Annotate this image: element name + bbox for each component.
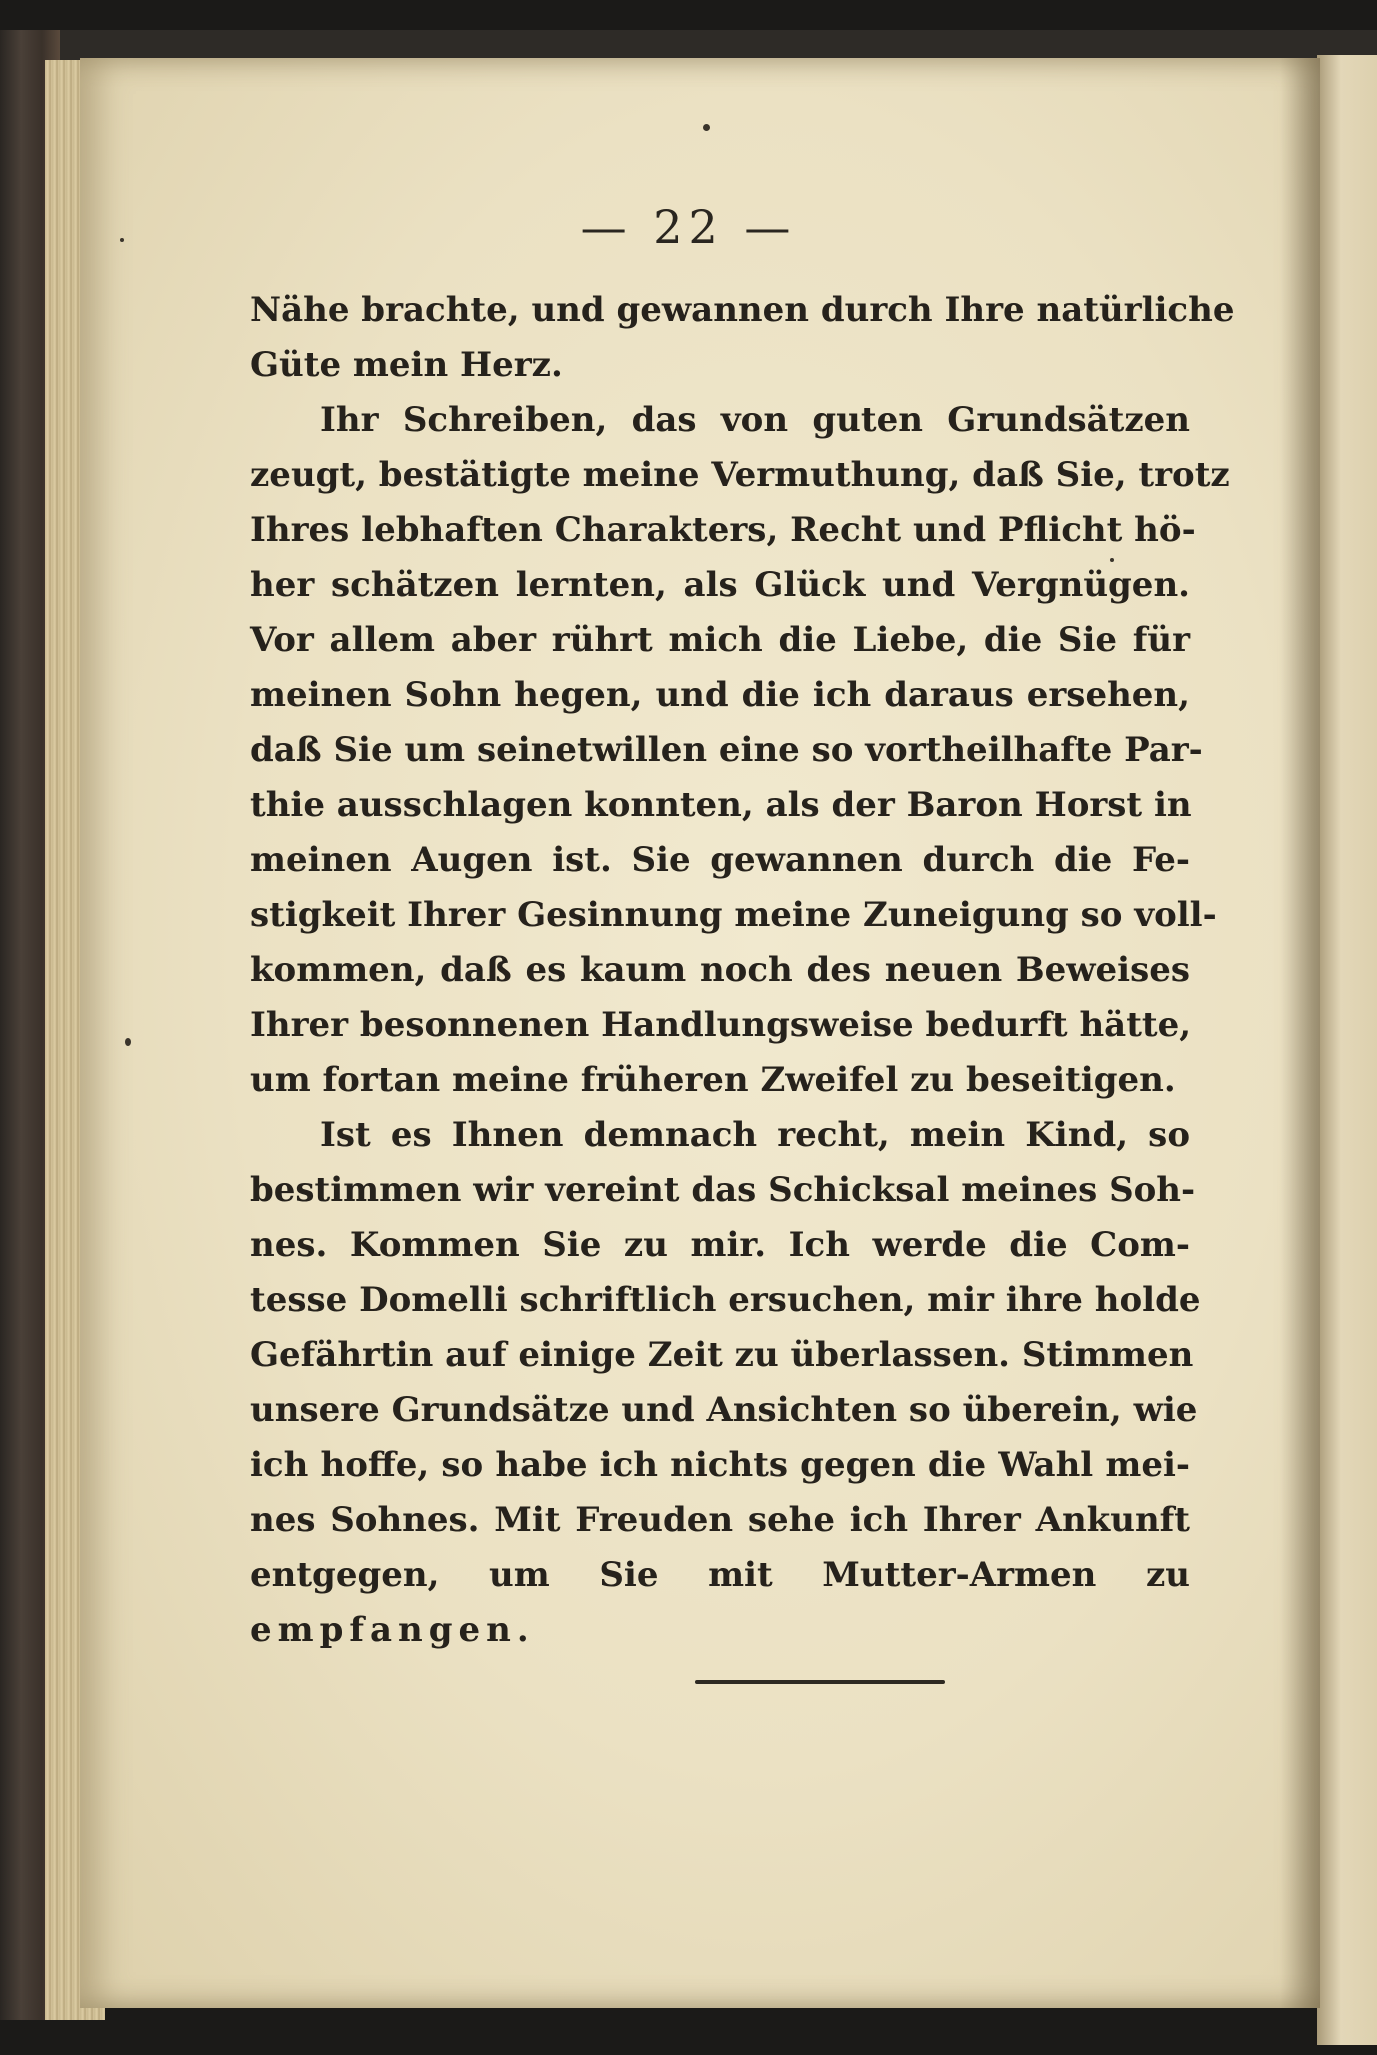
end-rule: [695, 1680, 945, 1684]
text-line: her schätzen lernten, als Glück und Vergnügen.: [250, 565, 1190, 605]
facing-page-edge: [1317, 55, 1377, 2045]
gutter-shadow: [1280, 58, 1320, 2008]
text-line: um fortan meine früheren Zweifel zu beseitigen.: [250, 1060, 1176, 1100]
text-line: ich hoffe, so habe ich nichts gegen die Wahl mei-: [250, 1445, 1190, 1485]
page-number: — 22 —: [580, 200, 797, 254]
text-line: meinen Sohn hegen, und die ich daraus ersehen,: [250, 675, 1190, 715]
text-line: stigkeit Ihrer Gesinnung meine Zuneigung so voll-: [250, 895, 1217, 935]
text-line: Nähe brachte, und gewannen durch Ihre natürliche: [250, 290, 1235, 330]
text-line: Gefährtin auf einige Zeit zu überlassen. Stimmen: [250, 1335, 1194, 1375]
text-line: Ihres lebhaften Charakters, Recht und Pflicht hö-: [250, 510, 1196, 550]
text-line: tesse Domelli schriftlich ersuchen, mir ihre holde: [250, 1280, 1201, 1320]
text-line: nes. Kommen Sie zu mir. Ich werde die Com-: [250, 1225, 1190, 1265]
text-line: Güte mein Herz.: [250, 345, 563, 385]
text-line: nes Sohnes. Mit Freuden sehe ich Ihrer Ankunft: [250, 1500, 1190, 1540]
text-line: Ist es Ihnen demnach recht, mein Kind, so: [320, 1115, 1190, 1155]
text-line: kommen, daß es kaum noch des neuen Beweises: [250, 950, 1190, 990]
text-line: daß Sie um seinetwillen eine so vortheilhafte Par-: [250, 730, 1203, 770]
paper-speck: [125, 1038, 131, 1046]
text-line: empfangen.: [250, 1610, 535, 1650]
paper-speck: [703, 124, 710, 131]
text-line: Vor allem aber rührt mich die Liebe, die Sie für: [250, 620, 1190, 660]
text-line: meinen Augen ist. Sie gewannen durch die Fe-: [250, 840, 1190, 880]
text-line: Ihr Schreiben, das von guten Grundsätzen: [320, 400, 1190, 440]
text-line: thie ausschlagen konnten, als der Baron Horst in: [250, 785, 1192, 825]
text-line: zeugt, bestätigte meine Vermuthung, daß Sie, trotz: [250, 455, 1230, 495]
page-text: [250, 283, 1235, 1658]
text-line: Ihrer besonnenen Handlungsweise bedurft hätte,: [250, 1005, 1192, 1045]
text-line: bestimmen wir vereint das Schicksal meines Soh-: [250, 1170, 1196, 1210]
text-line: unsere Grundsätze und Ansichten so überein, wie: [250, 1390, 1198, 1430]
text-line: entgegen, um Sie mit Mutter-Armen zu: [250, 1555, 1190, 1595]
